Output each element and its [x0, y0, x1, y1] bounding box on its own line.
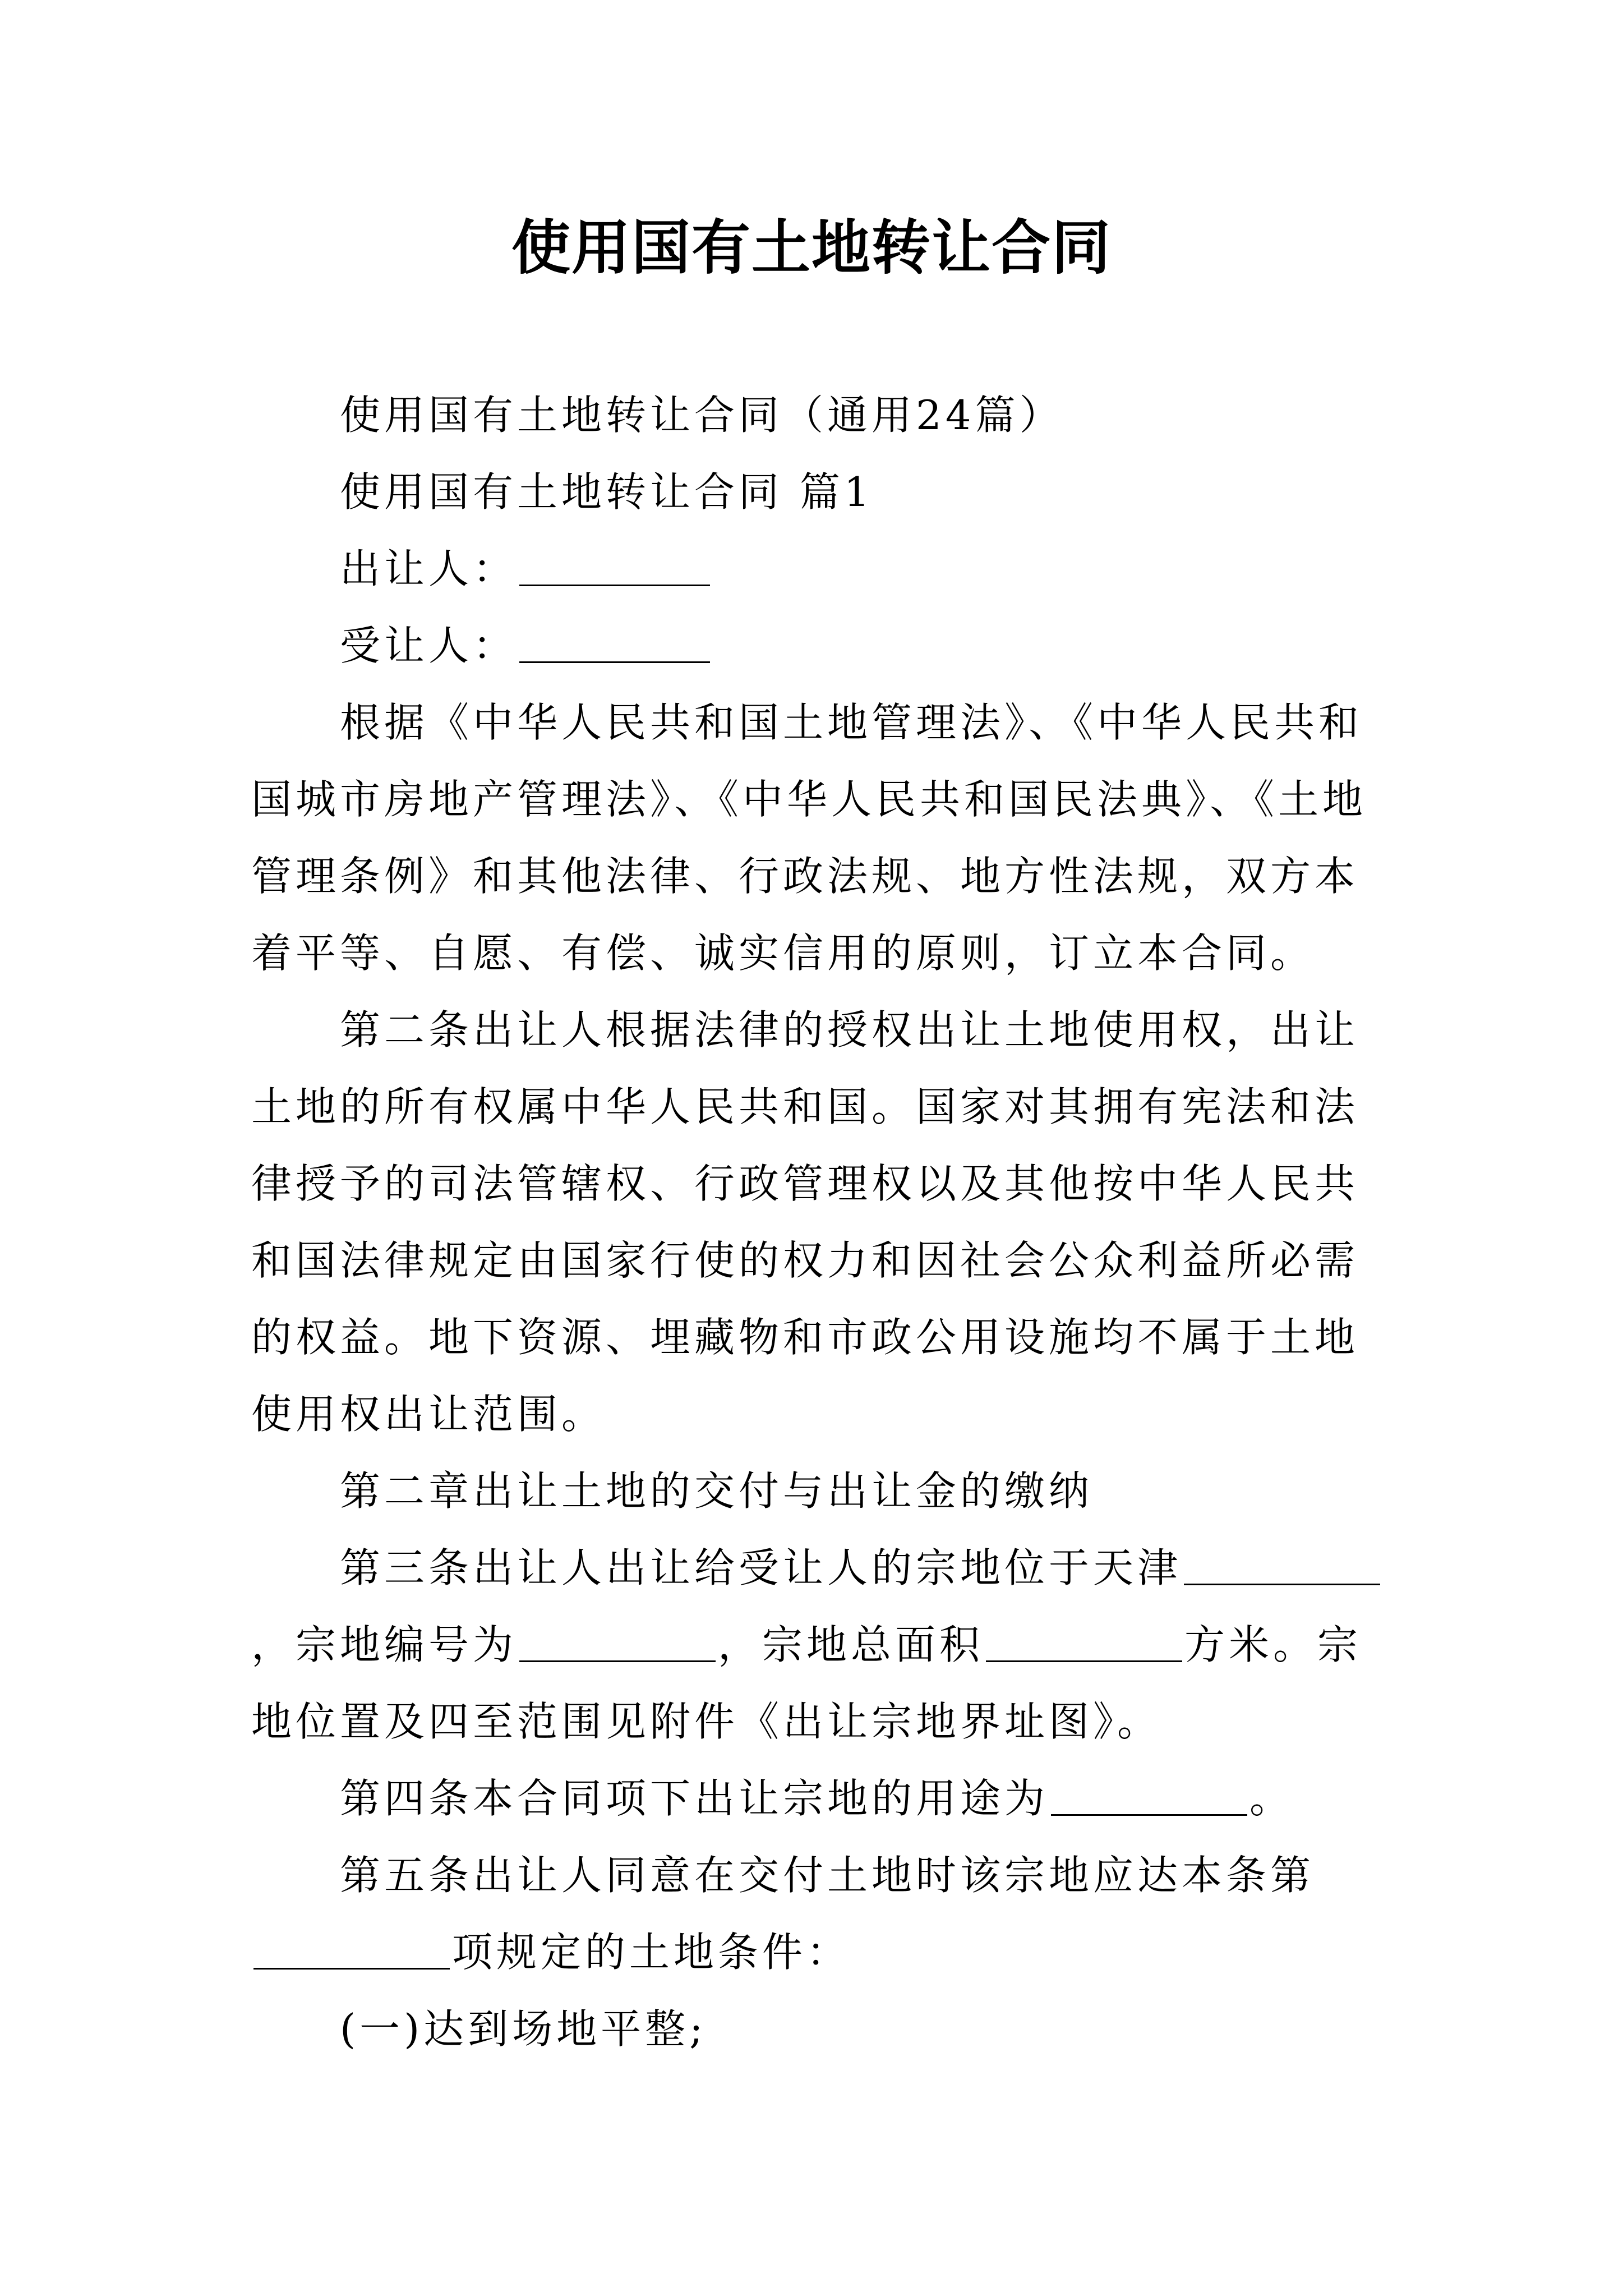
- document-body: [251, 377, 1395, 2068]
- article-2-paragraph: 第二条出让人根据法律的授权出让土地使用权，出让土地的所有权属中华人民共和国。国家对其拥有宪法和法律授予的司法管辖权、行政管理权以及其他按中华人民共和国法律规定由国家行使的权力和因社会公众利益所必需的权益。地下资源、埋藏物和市政公用设施均不属于土地使用权出让范围。: [251, 1006, 1359, 1438]
- land-use-blank: [1051, 1775, 1247, 1816]
- location-blank: [1184, 1544, 1380, 1585]
- article-4-paragraph: [251, 1760, 1395, 1837]
- transferee-blank: [519, 622, 710, 663]
- transferee-line: [251, 608, 1395, 684]
- article-5-text-1: 第五条出让人同意在交付土地时该宗地应达本条第: [340, 1852, 1315, 1899]
- article-3-text-4: 方米。宗地位置及四至范围见附件《出让宗地界址图》。: [251, 1621, 1362, 1745]
- condition-item-blank: [253, 1929, 450, 1970]
- parcel-area-blank: [986, 1621, 1182, 1662]
- article-3-text-2: ，宗地编号为: [251, 1621, 518, 1668]
- article-3-text-1: 第三条出让人出让给受让人的宗地位于天津: [340, 1544, 1182, 1591]
- section-heading: 使用国有土地转让合同 篇1: [340, 468, 874, 516]
- transferor-line: [251, 531, 1395, 608]
- article-5-text-2: 项规定的土地条件：: [452, 1929, 851, 1976]
- article-4-text-2: 。: [1249, 1775, 1294, 1822]
- transferee-label: 受让人：: [340, 622, 518, 669]
- transferor-blank: [519, 545, 710, 586]
- intro-paragraph: 根据《中华人民共和国土地管理法》、《中华人民共和国城市房地产管理法》、《中华人民共和国民法典》、《土地管理条例》和其他法律、行政法规、地方性法规，双方本着平等、自愿、有偿、诚实信用的原则，订立本合同。: [251, 699, 1367, 977]
- transferor-label: 出让人：: [340, 545, 518, 592]
- document-title: 使用国有土地转让合同: [511, 213, 1112, 282]
- condition-item-1: (一)达到场地平整;: [340, 2005, 707, 2053]
- article-5-paragraph: [251, 1837, 1395, 1991]
- document-subtitle: 使用国有土地转让合同（通用24篇）: [340, 392, 1064, 439]
- article-4-text-1: 第四条本合同项下出让宗地的用途为: [340, 1775, 1049, 1822]
- chapter-2-heading: 第二章出让土地的交付与出让金的缴纳: [340, 1467, 1094, 1515]
- article-3-text-3: ，宗地总面积: [718, 1621, 984, 1668]
- article-3-paragraph: [251, 1530, 1395, 1760]
- parcel-number-blank: [519, 1621, 716, 1662]
